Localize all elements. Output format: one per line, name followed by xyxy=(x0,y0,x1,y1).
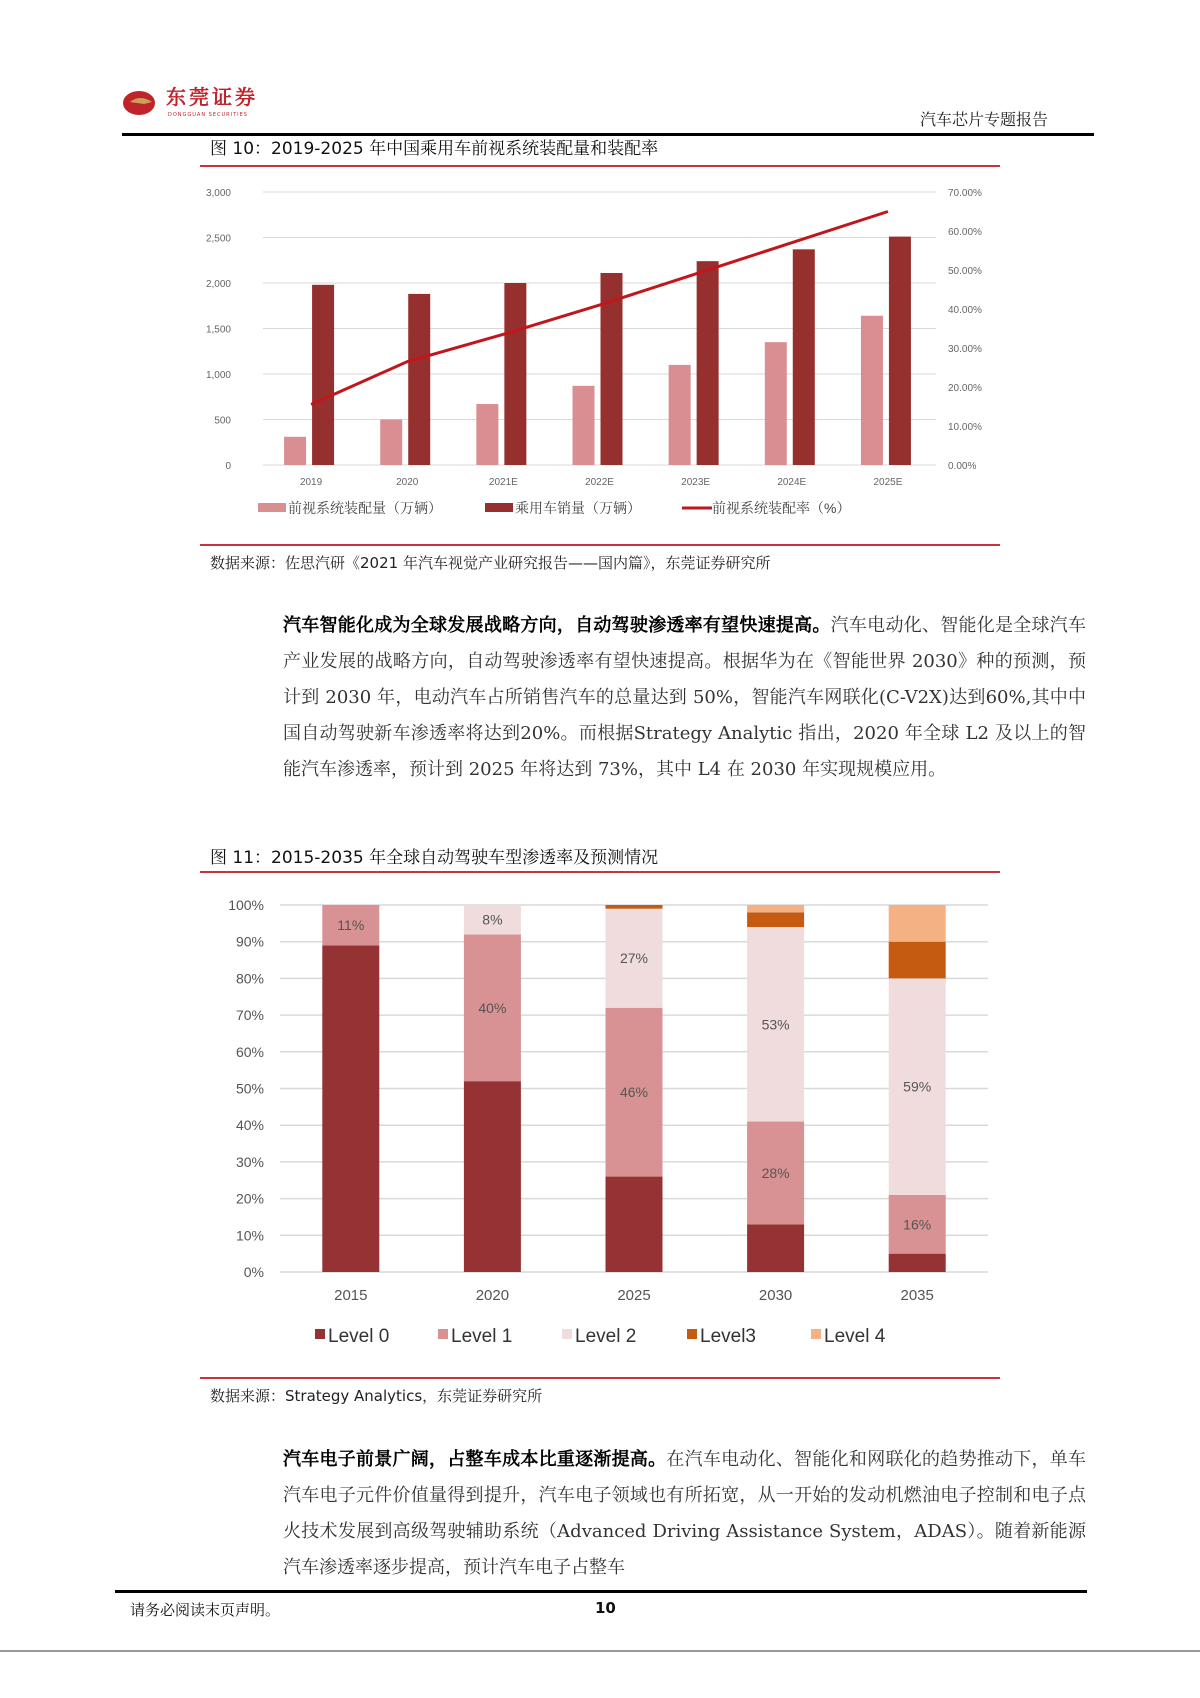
legend-swatch xyxy=(485,503,513,512)
x-tick-label: 2025 xyxy=(617,1287,651,1304)
bar-installed xyxy=(284,437,306,465)
data-label: 59% xyxy=(903,1078,932,1095)
y-tick-label: 0% xyxy=(243,1264,264,1280)
y-tick-label: 70% xyxy=(235,1007,264,1024)
y-tick-label: 0 xyxy=(225,461,231,472)
body-paragraph-1 xyxy=(283,608,1086,788)
x-tick-label: 2022E xyxy=(585,477,614,488)
y2-tick-label: 70.00% xyxy=(948,188,982,199)
legend-swatch xyxy=(438,1329,448,1339)
stacked-bar-segment xyxy=(889,1254,946,1272)
bar-sales xyxy=(504,283,526,465)
data-label: 16% xyxy=(903,1216,932,1233)
figure10-title: 图 10：2019-2025 年中国乘用车前视系统装配量和装配率 xyxy=(210,139,659,159)
y2-tick-label: 60.00% xyxy=(948,227,982,238)
data-label: 46% xyxy=(619,1084,649,1101)
y-tick-label: 100% xyxy=(228,897,264,913)
legend-label: Level3 xyxy=(700,1326,756,1347)
y-tick-label: 2,500 xyxy=(205,233,231,245)
stacked-bar-segment xyxy=(606,1177,663,1272)
legend-swatch xyxy=(315,1329,325,1339)
figure11-title: 图 11：2015-2035 年全球自动驾驶车型渗透率及预测情况 xyxy=(210,848,659,868)
figure10-source: 数据来源：佐思汽研《2021 年汽车视觉产业研究报告——国内篇》，东莞证券研究所 xyxy=(210,554,771,572)
x-tick-label: 2025E xyxy=(873,477,903,488)
data-label: 28% xyxy=(761,1164,790,1181)
stacked-bar-segment xyxy=(747,905,804,912)
bar-sales xyxy=(889,237,911,465)
company-logo xyxy=(122,90,158,116)
y2-tick-label: 50.00% xyxy=(948,266,982,277)
x-tick-label: 2023E xyxy=(681,477,711,488)
y-tick-label: 3,000 xyxy=(205,188,231,199)
figure11-chart xyxy=(200,880,1000,1370)
logo-mark-icon xyxy=(122,90,158,116)
figure10-chart xyxy=(200,175,1000,540)
bar-installed xyxy=(573,386,595,465)
stacked-bar-segment xyxy=(889,905,946,942)
bar-sales xyxy=(793,249,815,465)
legend-label: 前视系统装配率（%） xyxy=(712,500,851,516)
y-tick-label: 30% xyxy=(235,1153,264,1170)
figure11-source: 数据来源：Strategy Analytics，东莞证券研究所 xyxy=(210,1387,543,1405)
data-label: 53% xyxy=(761,1016,790,1033)
bar-installed xyxy=(861,316,883,465)
bar-installed xyxy=(476,404,498,465)
y-tick-label: 90% xyxy=(235,933,264,950)
bar-sales xyxy=(408,294,430,465)
logo-subtext: DONGGUAN SECURITIES xyxy=(168,112,248,118)
legend-label: Level 0 xyxy=(328,1326,390,1347)
x-tick-label: 2020 xyxy=(396,477,419,488)
bar-sales xyxy=(697,261,719,465)
stacked-bar-segment xyxy=(889,942,946,979)
legend-swatch xyxy=(562,1329,572,1339)
y2-tick-label: 40.00% xyxy=(948,305,982,316)
legend-swatch xyxy=(687,1329,697,1339)
figure10-top-rule xyxy=(200,165,1000,167)
page-number: 10 xyxy=(595,1599,616,1617)
x-tick-label: 2035 xyxy=(900,1287,934,1304)
x-tick-label: 2024E xyxy=(777,477,807,488)
bar-installed xyxy=(380,420,402,466)
footer-divider xyxy=(115,1590,1087,1593)
y-tick-label: 20% xyxy=(235,1190,264,1207)
page-bottom-edge xyxy=(0,1650,1200,1652)
logo-text: 东莞证券 xyxy=(166,85,258,109)
x-tick-label: 2019 xyxy=(299,477,323,488)
stacked-bar-segment xyxy=(322,945,379,1272)
paragraph2-lead: 汽车电子前景广阔，占整车成本比重逐渐提高。 xyxy=(283,1449,667,1470)
bar-sales xyxy=(312,285,334,465)
stacked-bar-segment xyxy=(747,912,804,927)
data-label: 11% xyxy=(337,917,365,934)
y2-tick-label: 30.00% xyxy=(948,344,982,355)
y-tick-label: 80% xyxy=(235,970,264,987)
paragraph1-lead: 汽车智能化成为全球发展战略方向，自动驾驶渗透率有望快速提高。 xyxy=(283,615,831,636)
stacked-bar-segment xyxy=(747,1224,804,1272)
y-tick-label: 60% xyxy=(235,1043,264,1060)
header-divider xyxy=(122,133,1094,136)
paragraph1-text: 汽车电动化、智能化是全球汽车产业发展的战略方向，自动驾驶渗透率有望快速提高。根据华为在《智能世界 2030》种的预测，预计到 2030 年，电动汽车占所销售汽车的总量达到 50%，智能汽车网联化(C-V2X)达到60%,其中中国自动驾驶新车渗透率将达到20%。而根据Strategy Analytic 指出，2020 年全球 L2 及以上的智能汽车渗透率，预计到 2025 年将达到 73%，其中 L4 在 2030 年实现规模应用。 xyxy=(283,615,1086,780)
y-tick-label: 1,000 xyxy=(205,370,231,381)
bar-installed xyxy=(669,365,691,465)
legend-swatch xyxy=(811,1329,821,1339)
y-tick-label: 1,500 xyxy=(205,324,231,336)
data-label: 27% xyxy=(619,950,649,967)
figure11-top-rule xyxy=(200,871,1000,873)
legend-label: Level 2 xyxy=(575,1326,637,1347)
y2-tick-label: 20.00% xyxy=(948,383,982,394)
stacked-bar-segment xyxy=(464,1081,521,1272)
data-label: 40% xyxy=(478,999,507,1016)
legend-label: 前视系统装配量（万辆） xyxy=(288,500,442,516)
y2-tick-label: 0.00% xyxy=(948,461,977,472)
data-label: 8% xyxy=(482,911,503,928)
footer-disclaimer: 请务必阅读末页声明。 xyxy=(130,1601,281,1619)
y-tick-label: 50% xyxy=(235,1080,264,1097)
stacked-bar-segment xyxy=(606,905,663,909)
y-tick-label: 10% xyxy=(235,1227,264,1244)
legend-label: 乘用车销量（万辆） xyxy=(515,500,641,516)
x-tick-label: 2030 xyxy=(758,1287,793,1304)
paragraph2-text: 在汽车电动化、智能化和网联化的趋势推动下，单车汽车电子元件价值量得到提升，汽车电子领域也有所拓宽，从一开始的发动机燃油电子控制和电子点火技术发展到高级驾驶辅助系统（Advanced Driving Assistance System，ADAS）。随着新能源汽车渗透率逐步提高，预计汽车电子占整车 xyxy=(283,1449,1087,1578)
legend-swatch xyxy=(258,503,286,512)
y-tick-label: 500 xyxy=(214,415,231,427)
x-tick-label: 2021E xyxy=(488,477,518,488)
report-title: 汽车芯片专题报告 xyxy=(920,110,1049,129)
figure10-bottom-rule xyxy=(200,544,1000,546)
y2-tick-label: 10.00% xyxy=(948,422,982,433)
y-tick-label: 2,000 xyxy=(205,279,231,290)
figure11-bottom-rule xyxy=(200,1377,1000,1379)
body-paragraph-2 xyxy=(283,1442,1086,1586)
x-tick-label: 2020 xyxy=(475,1287,510,1304)
legend-label: Level 4 xyxy=(824,1326,886,1347)
bar-installed xyxy=(765,342,787,465)
legend-label: Level 1 xyxy=(451,1326,513,1347)
x-tick-label: 2015 xyxy=(334,1287,368,1304)
y-tick-label: 40% xyxy=(235,1117,264,1134)
